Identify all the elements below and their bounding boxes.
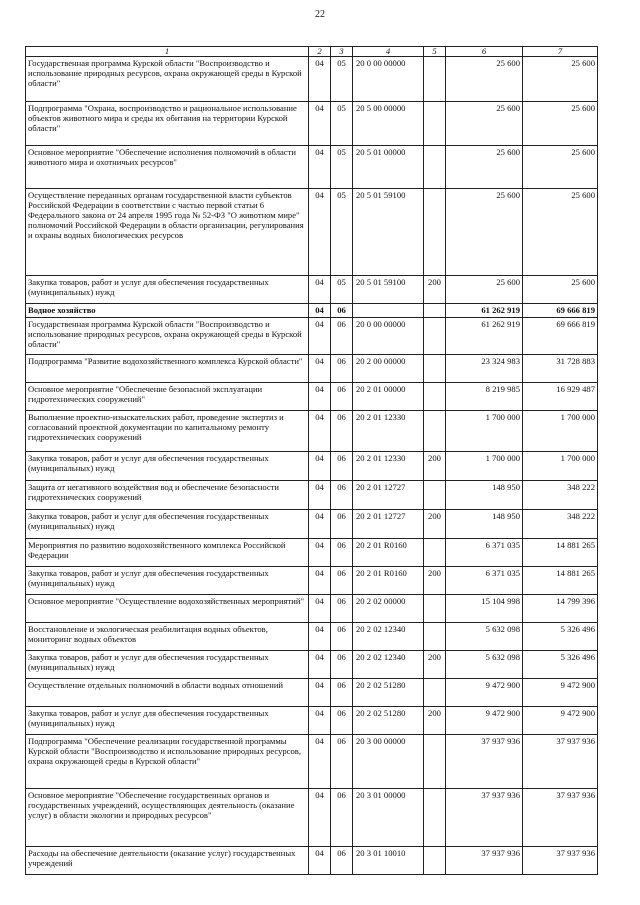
target-article-code-cell: 20 2 01 R0160	[353, 539, 424, 567]
expense-type-code-cell	[424, 481, 446, 510]
expense-type-code-cell	[424, 735, 446, 789]
subsection-code-cell: 06	[331, 623, 353, 651]
section-code-cell: 04	[309, 411, 331, 452]
target-article-code-cell: 20 0 00 00000	[353, 57, 424, 102]
subsection-code-cell: 06	[331, 567, 353, 595]
amount-year2-cell: 25 600	[523, 57, 598, 102]
amount-year1-cell: 6 371 035	[446, 567, 523, 595]
expense-type-code-cell	[424, 383, 446, 411]
amount-year1-cell: 5 632 098	[446, 651, 523, 679]
target-article-code-cell: 20 2 00 00000	[353, 355, 424, 383]
amount-year2-cell: 25 600	[523, 189, 598, 276]
section-code-cell: 04	[309, 789, 331, 847]
subsection-code-cell: 06	[331, 595, 353, 623]
subsection-code-cell: 06	[331, 510, 353, 539]
expense-type-code-cell: 200	[424, 510, 446, 539]
page-number: 22	[315, 9, 325, 20]
expense-name-cell: Мероприятия по развитию водохозяйственного комплекса Российской Федерации	[26, 539, 309, 567]
column-number-row	[26, 47, 598, 57]
target-article-code-cell	[353, 304, 424, 318]
section-code-cell: 04	[309, 304, 331, 318]
expense-type-code-cell	[424, 146, 446, 189]
table-row	[26, 623, 598, 651]
table-row	[26, 102, 598, 146]
expense-type-code-cell	[424, 595, 446, 623]
amount-year2-cell: 348 222	[523, 481, 598, 510]
subsection-code-cell: 05	[331, 189, 353, 276]
target-article-code-cell: 20 2 01 12727	[353, 481, 424, 510]
section-code-cell: 04	[309, 383, 331, 411]
amount-year1-cell: 1 700 000	[446, 411, 523, 452]
expense-name-cell: Закупка товаров, работ и услуг для обеспечения государственных (муниципальных) нужд	[26, 567, 309, 595]
table-row	[26, 651, 598, 679]
expense-type-code-cell	[424, 789, 446, 847]
table-row	[26, 789, 598, 847]
amount-year1-cell: 148 950	[446, 481, 523, 510]
amount-year1-cell: 9 472 900	[446, 679, 523, 707]
amount-year2-cell: 31 728 883	[523, 355, 598, 383]
amount-year2-cell: 69 666 819	[523, 318, 598, 355]
amount-year2-cell: 14 881 265	[523, 539, 598, 567]
amount-year1-cell: 23 324 983	[446, 355, 523, 383]
expense-name-cell: Подпрограмма "Развитие водохозяйственного комплекса Курской области"	[26, 355, 309, 383]
expense-type-code-cell	[424, 304, 446, 318]
amount-year1-cell: 25 600	[446, 57, 523, 102]
section-code-cell: 04	[309, 189, 331, 276]
amount-year2-cell: 348 222	[523, 510, 598, 539]
expense-type-code-cell	[424, 623, 446, 651]
expense-name-cell: Основное мероприятие "Обеспечение безопасной эксплуатации гидротехнических сооружений"	[26, 383, 309, 411]
target-article-code-cell: 20 2 01 12330	[353, 452, 424, 481]
target-article-code-cell: 20 2 02 51280	[353, 679, 424, 707]
expense-name-cell: Основное мероприятие "Осуществление водохозяйственных мероприятий"	[26, 595, 309, 623]
section-code-cell: 04	[309, 651, 331, 679]
section-code-cell: 04	[309, 481, 331, 510]
target-article-code-cell: 20 5 01 59100	[353, 276, 424, 304]
subsection-code-cell: 06	[331, 383, 353, 411]
amount-year1-cell: 25 600	[446, 146, 523, 189]
target-article-code-cell: 20 0 00 00000	[353, 318, 424, 355]
table-row	[26, 707, 598, 735]
table-row	[26, 539, 598, 567]
expense-name-cell: Осуществление отдельных полномочий в области водных отношений	[26, 679, 309, 707]
table-row	[26, 735, 598, 789]
table-row	[26, 595, 598, 623]
section-code-cell: 04	[309, 847, 331, 875]
amount-year1-cell: 9 472 900	[446, 707, 523, 735]
expense-name-cell: Государственная программа Курской области "Воспроизводство и использование природных ресурсов, охрана окружающей среды в Курской области"	[26, 318, 309, 355]
section-code-cell: 04	[309, 355, 331, 383]
amount-year2-cell: 37 937 936	[523, 789, 598, 847]
table-body	[26, 47, 598, 875]
expense-name-cell: Защита от негативного воздействия вод и обеспечение безопасности гидротехнических сооружений	[26, 481, 309, 510]
section-code-cell: 04	[309, 707, 331, 735]
expense-name-cell: Подпрограмма "Охрана, воспроизводство и рациональное использование объектов животного мира и среды их обитания на территории Курской области"	[26, 102, 309, 146]
amount-year2-cell: 1 700 000	[523, 452, 598, 481]
expense-name-cell: Закупка товаров, работ и услуг для обеспечения государственных (муниципальных) нужд	[26, 707, 309, 735]
amount-year1-cell: 25 600	[446, 102, 523, 146]
subsection-code-cell: 06	[331, 481, 353, 510]
table-row	[26, 355, 598, 383]
amount-year2-cell: 25 600	[523, 146, 598, 189]
subsection-code-cell: 06	[331, 411, 353, 452]
budget-table-container	[25, 46, 598, 875]
section-code-cell: 04	[309, 679, 331, 707]
expense-name-cell: Закупка товаров, работ и услуг для обеспечения государственных (муниципальных) нужд	[26, 651, 309, 679]
expense-name-cell: Осуществление переданных органам государственной власти субъектов Российской Федерации в соответствии с частью первой статьи 6 Федерального закона от 24 апреля 1995 года № 52-ФЗ "О животном мире" полномочий Российской Федерации в области организации, регулирования и охраны водных биологических ресурсов	[26, 189, 309, 276]
table-row	[26, 452, 598, 481]
table-row	[26, 318, 598, 355]
expense-type-code-cell	[424, 102, 446, 146]
amount-year2-cell: 9 472 900	[523, 707, 598, 735]
amount-year2-cell: 16 929 487	[523, 383, 598, 411]
subsection-code-cell: 05	[331, 276, 353, 304]
amount-year2-cell: 14 799 396	[523, 595, 598, 623]
target-article-code-cell: 20 3 01 00000	[353, 789, 424, 847]
section-code-cell: 04	[309, 102, 331, 146]
expense-name-cell: Водное хозяйство	[26, 304, 309, 318]
subsection-code-cell: 06	[331, 789, 353, 847]
amount-year2-cell: 69 666 819	[523, 304, 598, 318]
subsection-code-cell: 06	[331, 735, 353, 789]
amount-year1-cell: 25 600	[446, 276, 523, 304]
target-article-code-cell: 20 3 00 00000	[353, 735, 424, 789]
expense-type-code-cell	[424, 57, 446, 102]
expense-type-code-cell: 200	[424, 276, 446, 304]
target-article-code-cell: 20 3 01 10010	[353, 847, 424, 875]
subsection-code-cell: 06	[331, 452, 353, 481]
budget-table	[25, 46, 598, 875]
subsection-code-cell: 06	[331, 847, 353, 875]
amount-year2-cell: 25 600	[523, 276, 598, 304]
column-number: 1	[26, 47, 309, 57]
expense-type-code-cell	[424, 411, 446, 452]
amount-year2-cell: 14 881 265	[523, 567, 598, 595]
amount-year1-cell: 5 632 098	[446, 623, 523, 651]
subsection-code-cell: 05	[331, 57, 353, 102]
amount-year1-cell: 1 700 000	[446, 452, 523, 481]
expense-name-cell: Восстановление и экологическая реабилитация водных объектов, мониторинг водных объектов	[26, 623, 309, 651]
table-row	[26, 146, 598, 189]
table-row	[26, 481, 598, 510]
amount-year2-cell: 37 937 936	[523, 735, 598, 789]
amount-year2-cell: 1 700 000	[523, 411, 598, 452]
amount-year1-cell: 37 937 936	[446, 735, 523, 789]
subsection-code-cell: 06	[331, 707, 353, 735]
expense-name-cell: Расходы на обеспечение деятельности (оказание услуг) государственных учреждений	[26, 847, 309, 875]
expense-type-code-cell	[424, 539, 446, 567]
column-number: 2	[309, 47, 331, 57]
subsection-code-cell: 06	[331, 679, 353, 707]
amount-year1-cell: 25 600	[446, 189, 523, 276]
expense-type-code-cell	[424, 679, 446, 707]
expense-name-cell: Закупка товаров, работ и услуг для обеспечения государственных (муниципальных) нужд	[26, 510, 309, 539]
subsection-code-cell: 05	[331, 102, 353, 146]
column-number: 7	[523, 47, 598, 57]
table-row	[26, 679, 598, 707]
section-code-cell: 04	[309, 539, 331, 567]
target-article-code-cell: 20 2 02 00000	[353, 595, 424, 623]
target-article-code-cell: 20 2 01 00000	[353, 383, 424, 411]
amount-year2-cell: 9 472 900	[523, 679, 598, 707]
subsection-code-cell: 06	[331, 304, 353, 318]
expense-type-code-cell: 200	[424, 452, 446, 481]
amount-year2-cell: 37 937 936	[523, 847, 598, 875]
subsection-code-cell: 06	[331, 539, 353, 567]
target-article-code-cell: 20 5 01 59100	[353, 189, 424, 276]
amount-year2-cell: 5 326 496	[523, 651, 598, 679]
table-row	[26, 304, 598, 318]
subsection-code-cell: 06	[331, 651, 353, 679]
expense-name-cell: Государственная программа Курской области "Воспроизводство и использование природных ресурсов, охрана окружающей среды в Курской области"	[26, 57, 309, 102]
expense-name-cell: Закупка товаров, работ и услуг для обеспечения государственных (муниципальных) нужд	[26, 276, 309, 304]
expense-name-cell: Подпрограмма "Обеспечение реализации государственной программы Курской области "Воспроизводство и использование природных ресурсов, охрана окружающей среды в Курской области"	[26, 735, 309, 789]
target-article-code-cell: 20 2 02 51280	[353, 707, 424, 735]
expense-type-code-cell	[424, 318, 446, 355]
table-row	[26, 189, 598, 276]
amount-year1-cell: 6 371 035	[446, 539, 523, 567]
amount-year1-cell: 15 104 998	[446, 595, 523, 623]
section-code-cell: 04	[309, 567, 331, 595]
subsection-code-cell: 06	[331, 355, 353, 383]
amount-year2-cell: 25 600	[523, 102, 598, 146]
amount-year1-cell: 61 262 919	[446, 304, 523, 318]
section-code-cell: 04	[309, 276, 331, 304]
amount-year1-cell: 8 219 985	[446, 383, 523, 411]
table-row	[26, 383, 598, 411]
column-number: 3	[331, 47, 353, 57]
amount-year1-cell: 37 937 936	[446, 789, 523, 847]
table-row	[26, 57, 598, 102]
target-article-code-cell: 20 2 01 12330	[353, 411, 424, 452]
target-article-code-cell: 20 2 02 12340	[353, 651, 424, 679]
amount-year1-cell: 61 262 919	[446, 318, 523, 355]
section-code-cell: 04	[309, 623, 331, 651]
table-row	[26, 567, 598, 595]
subsection-code-cell: 06	[331, 318, 353, 355]
column-number: 5	[424, 47, 446, 57]
amount-year1-cell: 148 950	[446, 510, 523, 539]
section-code-cell: 04	[309, 735, 331, 789]
section-code-cell: 04	[309, 57, 331, 102]
column-number: 4	[353, 47, 424, 57]
section-code-cell: 04	[309, 595, 331, 623]
table-row	[26, 276, 598, 304]
expense-type-code-cell	[424, 355, 446, 383]
table-row	[26, 411, 598, 452]
target-article-code-cell: 20 2 02 12340	[353, 623, 424, 651]
target-article-code-cell: 20 2 01 R0160	[353, 567, 424, 595]
section-code-cell: 04	[309, 510, 331, 539]
subsection-code-cell: 05	[331, 146, 353, 189]
amount-year1-cell: 37 937 936	[446, 847, 523, 875]
expense-type-code-cell: 200	[424, 651, 446, 679]
target-article-code-cell: 20 5 00 00000	[353, 102, 424, 146]
expense-name-cell: Основное мероприятие "Обеспечение исполнения полномочий в области животного мира и охотничьих ресурсов"	[26, 146, 309, 189]
expense-type-code-cell	[424, 847, 446, 875]
expense-type-code-cell: 200	[424, 707, 446, 735]
table-row	[26, 510, 598, 539]
expense-type-code-cell	[424, 189, 446, 276]
column-number: 6	[446, 47, 523, 57]
table-row	[26, 847, 598, 875]
amount-year2-cell: 5 326 496	[523, 623, 598, 651]
section-code-cell: 04	[309, 318, 331, 355]
target-article-code-cell: 20 2 01 12727	[353, 510, 424, 539]
expense-name-cell: Закупка товаров, работ и услуг для обеспечения государственных (муниципальных) нужд	[26, 452, 309, 481]
expense-type-code-cell: 200	[424, 567, 446, 595]
expense-name-cell: Основное мероприятие "Обеспечение государственных органов и государственных учреждений, осуществляющих деятельность (оказание услуг) в области экологии и природных ресурсов"	[26, 789, 309, 847]
section-code-cell: 04	[309, 146, 331, 189]
expense-name-cell: Выполнение проектно-изыскательских работ, проведение экспертиз и согласований проектной документации по капитальному ремонту гидротехнических сооружений	[26, 411, 309, 452]
target-article-code-cell: 20 5 01 00000	[353, 146, 424, 189]
section-code-cell: 04	[309, 452, 331, 481]
